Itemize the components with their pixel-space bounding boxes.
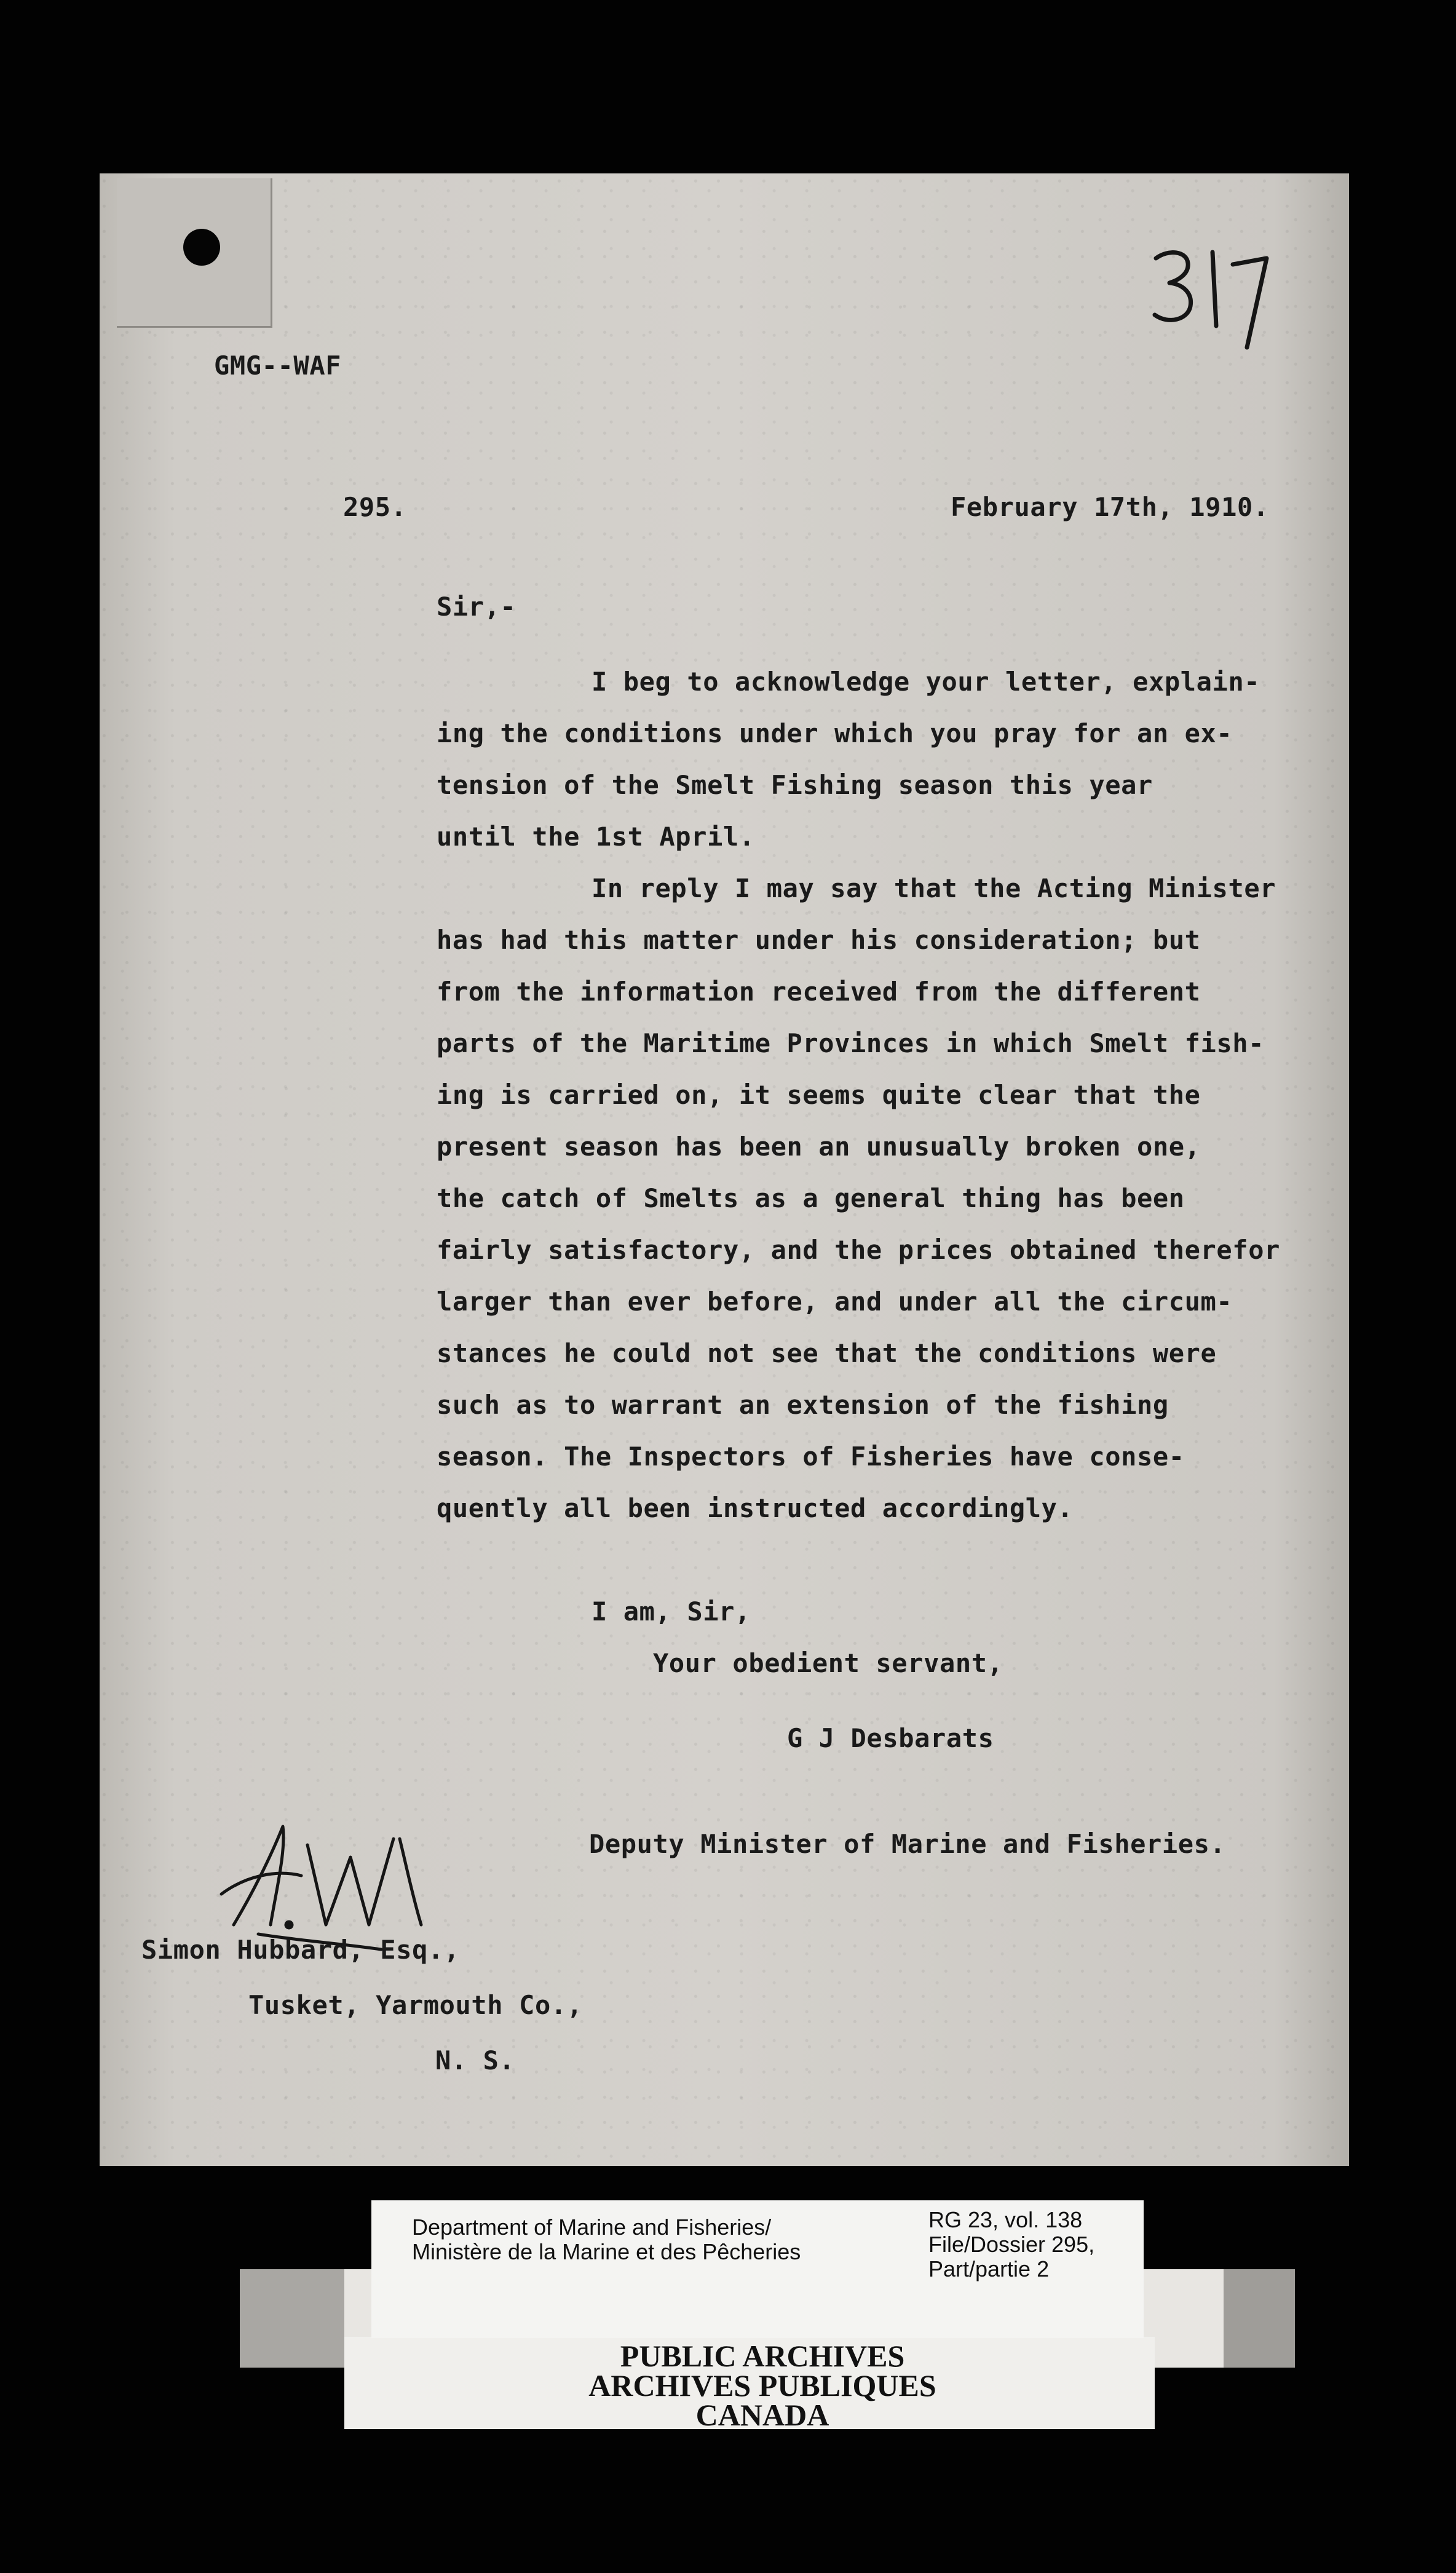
recipient-address-line-1: Tusket, Yarmouth Co.,	[248, 1990, 583, 2020]
body-line: parts of the Maritime Provinces in which Smelt fish-	[437, 1028, 1265, 1058]
body-line: such as to warrant an extension of the fishing	[437, 1390, 1169, 1420]
label-department-fr: Ministère de la Marine et des Pêcheries	[412, 2239, 801, 2264]
label-part: Part/partie 2	[928, 2256, 1050, 2282]
body-line: the catch of Smelts as a general thing has been	[437, 1183, 1185, 1213]
body-line: stances he could not see that the conditions were	[437, 1338, 1217, 1368]
body-line: tension of the Smelt Fishing season this year	[437, 770, 1153, 800]
closing: I am, Sir,	[592, 1596, 751, 1627]
valediction: Your obedient servant,	[653, 1648, 1003, 1678]
stamp-line-3: CANADA	[695, 2398, 829, 2432]
stamp-line-1: PUBLIC ARCHIVES	[620, 2339, 905, 2373]
body-line: ing is carried on, it seems quite clear that the	[437, 1080, 1201, 1110]
body-line: has had this matter under his consideration; but	[437, 925, 1201, 955]
body-line: I beg to acknowledge your letter, explain-	[592, 667, 1260, 697]
stamp-strip-edge	[240, 2269, 344, 2368]
signatory-title: Deputy Minister of Marine and Fisheries.	[589, 1829, 1226, 1859]
label-file: File/Dossier 295,	[928, 2232, 1095, 2257]
handwritten-page-number	[1144, 234, 1273, 351]
body-line: until the 1st April.	[437, 822, 755, 852]
punch-hole	[183, 229, 220, 266]
letter-date: February 17th, 1910.	[951, 492, 1269, 522]
recipient-name: Simon Hubbard, Esq.,	[141, 1935, 460, 1965]
stamp-line-2: ARCHIVES PUBLIQUES	[588, 2368, 936, 2403]
label-department-en: Department of Marine and Fisheries/	[412, 2214, 772, 2240]
body-line: from the information received from the different	[437, 977, 1201, 1007]
body-line: In reply I may say that the Acting Minister	[592, 873, 1276, 903]
body-line: larger than ever before, and under all the circum-	[437, 1286, 1233, 1317]
reference-code: GMG--WAF	[214, 351, 342, 381]
stamp-strip-edge	[1224, 2269, 1295, 2368]
file-number: 295.	[343, 492, 407, 522]
body-line: quently all been instructed accordingly.	[437, 1493, 1074, 1523]
recipient-address-line-2: N. S.	[435, 2045, 515, 2075]
signatory-name: G J Desbarats	[787, 1723, 994, 1753]
body-line: ing the conditions under which you pray for an ex-	[437, 718, 1233, 748]
body-line: fairly satisfactory, and the prices obtained therefor	[437, 1235, 1280, 1265]
body-line: present season has been an unusually broken one,	[437, 1132, 1201, 1162]
body-line: season. The Inspectors of Fisheries have conse-	[437, 1441, 1185, 1472]
archive-reference-label	[371, 2200, 1144, 2338]
label-record-group: RG 23, vol. 138	[928, 2207, 1083, 2232]
salutation: Sir,-	[437, 592, 516, 622]
